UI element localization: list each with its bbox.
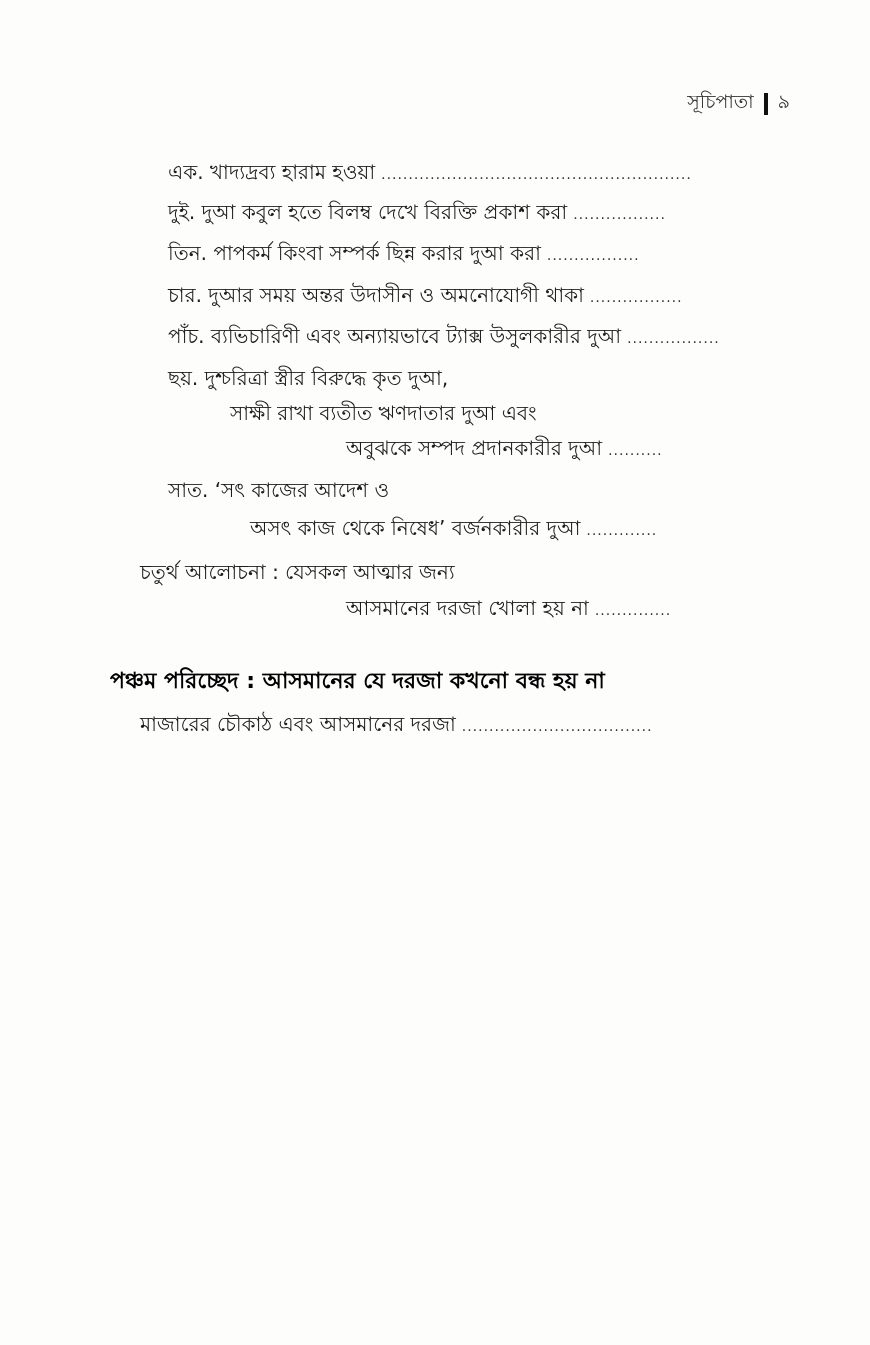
toc-entry-text: তিন. পাপকর্ম কিংবা সম্পর্ক ছিন্ন করার দুআ করা — [168, 241, 541, 265]
toc-entry — [168, 198, 666, 229]
running-header — [687, 88, 790, 120]
toc-entry-text: চার. দুআর সময় অন্তর উদাসীন ও অমনোযোগী থাকা — [168, 283, 584, 307]
toc-entry-text: মাজারের চৌকাঠ এবং আসমানের দরজা — [140, 712, 456, 736]
toc-section-entry — [140, 558, 461, 589]
toc-entry-text: এক. খাদ্যদ্রব্য হারাম হওয়া — [168, 160, 376, 184]
toc-leader-dots: ................. — [573, 207, 666, 223]
toc-leader-dots: ............. — [586, 523, 658, 539]
toc-entry-text: আসমানের দরজা খোলা হয় না — [346, 596, 589, 620]
toc-entry — [168, 476, 395, 507]
running-header-title: সূচিপাতা — [687, 91, 754, 113]
toc-entry-text: সাত. ‘সৎ কাজের আদেশ ও — [168, 478, 390, 502]
toc-leader-dots: ................. — [627, 331, 720, 347]
toc-leader-dots: ......................................................... — [381, 167, 692, 183]
toc-entry-continuation — [346, 434, 663, 465]
toc-entry-continuation — [346, 594, 671, 625]
toc-entry — [168, 281, 683, 312]
toc-entry — [140, 710, 653, 741]
toc-leader-dots: .......... — [608, 443, 663, 459]
toc-leader-dots: ................. — [546, 248, 640, 264]
toc-entry-text: পাঁচ. ব্যভিচারিণী এবং অন্যায়ভাবে ট্যাক্স উসুলকারীর দুআ — [168, 324, 622, 348]
toc-leader-dots: .............. — [594, 603, 672, 619]
toc-entry-text: অসৎ কাজ থেকে নিষেধ’ বর্জনকারীর দুআ — [250, 516, 581, 540]
toc-entry-text: অবুঝকে সম্পদ প্রদানকারীর দুআ — [346, 436, 603, 460]
toc-entry — [168, 239, 640, 270]
toc-entry-continuation — [250, 514, 657, 545]
chapter-heading: পঞ্চম পরিচ্ছেদ : আসমানের যে দরজা কখনো বন্ধ হয় না — [110, 669, 605, 694]
toc-leader-dots: ................. — [589, 290, 683, 306]
page-number: ৯ — [777, 91, 790, 113]
toc-entry-continuation — [230, 399, 543, 430]
toc-entry-text: চতুর্থ আলোচনা : যেসকল আত্মার জন্য — [140, 560, 455, 584]
toc-entry-text: দুই. দুআ কবুল হতে বিলম্ব দেখে বিরক্তি প্রকাশ করা — [168, 200, 568, 224]
toc-entry — [168, 158, 692, 189]
toc-entry-text: সাক্ষী রাখা ব্যতীত ঋণদাতার দুআ এবং — [230, 401, 537, 425]
toc-leader-dots: ................................... — [461, 719, 653, 735]
header-separator — [764, 93, 768, 115]
toc-entry — [168, 322, 720, 353]
toc-entry — [168, 364, 454, 395]
toc-entry-text: ছয়. দুশ্চরিত্রা স্ত্রীর বিরুদ্ধে কৃত দুআ, — [168, 366, 449, 390]
